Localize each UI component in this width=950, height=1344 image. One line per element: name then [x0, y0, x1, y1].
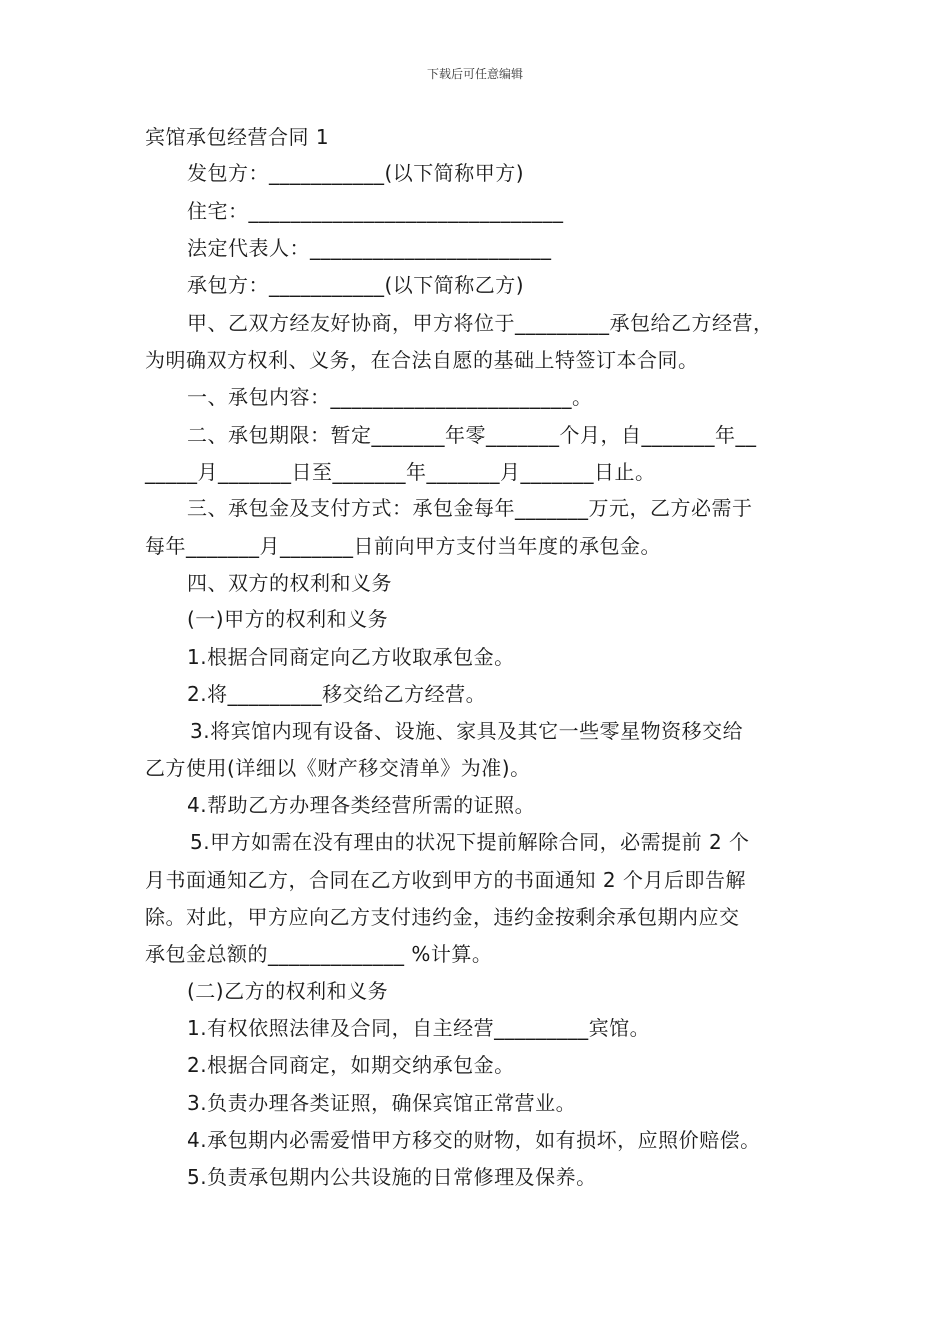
contract-line: 月书面通知乙方，合同在乙方收到甲方的书面通知 2 个月后即告解 — [145, 868, 746, 892]
contract-line: 二、承包期限：暂定_______年零_______个月，自_______年__ — [187, 423, 757, 447]
contract-line: 1.根据合同商定向乙方收取承包金。 — [187, 645, 515, 669]
contract-line: 四、双方的权利和义务 — [187, 571, 392, 595]
contract-line: 3.将宾馆内现有设备、设施、家具及其它一些零星物资移交给 — [190, 719, 744, 743]
contract-line: 三、承包金及支付方式：承包金每年_______万元，乙方必需于 — [187, 496, 753, 520]
document-title: 宾馆承包经营合同 1 — [145, 125, 330, 149]
contract-line: 每年_______月_______日前向甲方支付当年度的承包金。 — [145, 534, 661, 558]
contract-line: 发包方：___________(以下简称甲方) — [187, 161, 525, 185]
contract-line: (一)甲方的权利和义务 — [187, 607, 389, 631]
contract-line: 2.将_________移交给乙方经营。 — [187, 682, 487, 706]
contract-line: 除。对此，甲方应向乙方支付违约金，违约金按剩余承包期内应交 — [145, 905, 740, 929]
contract-line: 5.甲方如需在没有理由的状况下提前解除合同，必需提前 2 个 — [190, 830, 750, 854]
contract-line: 一、承包内容：_______________________。 — [187, 385, 593, 409]
contract-line: _____月_______日至_______年_______月_______日止。 — [145, 460, 656, 484]
contract-line: 为明确双方权利、义务，在合法自愿的基础上特签订本合同。 — [145, 348, 699, 372]
contract-line: 承包金总额的_____________ %计算。 — [145, 942, 493, 966]
page-header: 下载后可任意编辑 — [426, 67, 523, 81]
contract-line: (二)乙方的权利和义务 — [187, 979, 389, 1003]
contract-line: 乙方使用(详细以《财产移交清单》为准)。 — [145, 756, 531, 780]
contract-line: 4.承包期内必需爱惜甲方移交的财物，如有损坏，应照价赔偿。 — [187, 1128, 761, 1152]
contract-line: 4.帮助乙方办理各类经营所需的证照。 — [187, 793, 536, 817]
contract-line: 1.有权依照法律及合同，自主经营_________宾馆。 — [187, 1016, 651, 1040]
contract-line: 承包方：___________(以下简称乙方) — [187, 273, 525, 297]
contract-line: 住宅：______________________________ — [187, 199, 564, 223]
contract-line: 5.负责承包期内公共设施的日常修理及保养。 — [187, 1165, 597, 1189]
contract-line: 法定代表人：_______________________ — [187, 236, 552, 260]
contract-line: 3.负责办理各类证照，确保宾馆正常营业。 — [187, 1091, 577, 1115]
contract-line: 2.根据合同商定，如期交纳承包金。 — [187, 1053, 515, 1077]
contract-line: 甲、乙双方经友好协商，甲方将位于_________承包给乙方经营， — [187, 311, 774, 335]
